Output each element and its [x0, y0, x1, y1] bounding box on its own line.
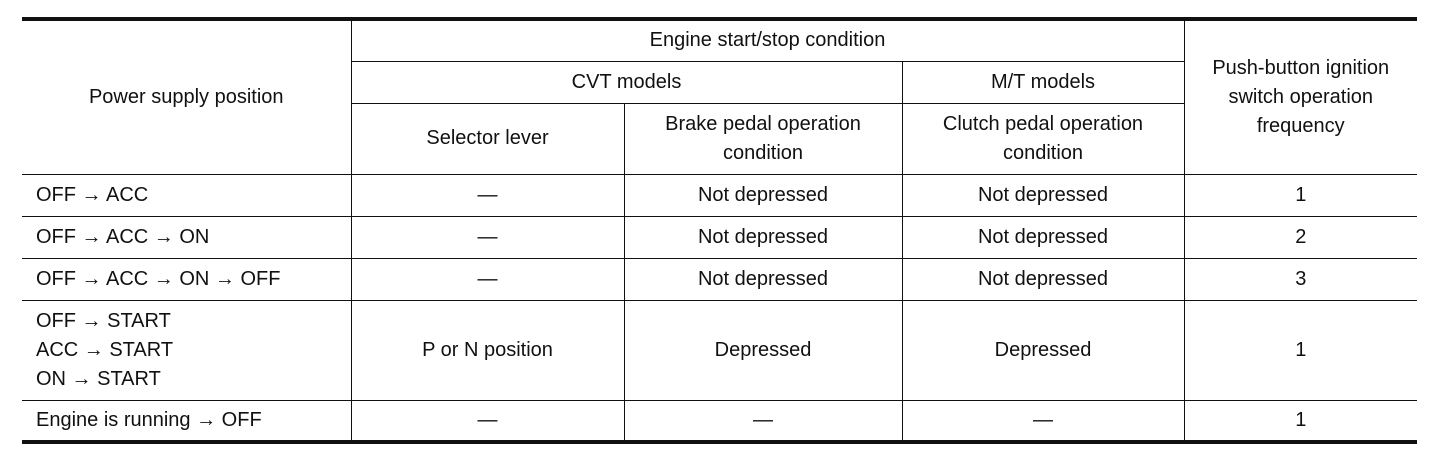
cell-clutch: Not depressed: [902, 258, 1184, 300]
table-row: [22, 216, 1417, 258]
header-frequency-line-2: switch operation: [1228, 85, 1374, 108]
position-line: ACC → START: [36, 338, 174, 361]
header-engine-start-stop-condition: Engine start/stop condition: [351, 19, 1184, 61]
header-mt-models: M/T models: [902, 61, 1184, 103]
cell-brake: Depressed: [624, 300, 902, 400]
cell-clutch: Depressed: [902, 300, 1184, 400]
table-row: [22, 258, 1417, 300]
position-line: Engine is running → OFF: [36, 408, 262, 431]
cell-position: [22, 174, 351, 216]
position-line: OFF → ACC: [36, 183, 149, 206]
header-selector-lever: Selector lever: [351, 103, 624, 174]
cell-frequency: 1: [1184, 400, 1417, 442]
header-frequency-line-3: frequency: [1256, 114, 1345, 137]
cell-position: [22, 300, 351, 400]
table-row: [22, 400, 1417, 442]
header-frequency-line-1: Push-button ignition: [1212, 56, 1390, 79]
header-cvt-models: CVT models: [351, 61, 902, 103]
cell-selector: P or N position: [351, 300, 624, 400]
cell-brake: Not depressed: [624, 258, 902, 300]
position-line: ON → START: [36, 367, 161, 390]
header-power-supply-position: Power supply position: [22, 19, 351, 174]
header-row-1: [22, 19, 1417, 61]
cell-position: [22, 258, 351, 300]
position-line: OFF → ACC → ON → OFF: [36, 267, 281, 290]
header-brake-pedal-condition: [624, 103, 902, 174]
cell-frequency: 1: [1184, 174, 1417, 216]
cell-selector: —: [351, 400, 624, 442]
header-clutch-line-1: Clutch pedal operation: [942, 112, 1144, 135]
position-line: OFF → ACC → ON: [36, 225, 210, 248]
cell-brake: —: [624, 400, 902, 442]
header-clutch-line-2: condition: [1002, 141, 1084, 164]
header-brake-line-1: Brake pedal operation: [665, 112, 861, 135]
cell-brake: Not depressed: [624, 216, 902, 258]
cell-clutch: Not depressed: [902, 216, 1184, 258]
cell-selector: —: [351, 216, 624, 258]
cell-selector: —: [351, 258, 624, 300]
cell-frequency: 1: [1184, 300, 1417, 400]
cell-clutch: Not depressed: [902, 174, 1184, 216]
table-row: [22, 174, 1417, 216]
cell-position: [22, 216, 351, 258]
cell-frequency: 3: [1184, 258, 1417, 300]
header-brake-line-2: condition: [722, 141, 804, 164]
header-operation-frequency: [1184, 19, 1417, 174]
cell-brake: Not depressed: [624, 174, 902, 216]
ignition-condition-table: [22, 17, 1417, 444]
cell-frequency: 2: [1184, 216, 1417, 258]
cell-selector: —: [351, 174, 624, 216]
cell-clutch: —: [902, 400, 1184, 442]
table-row: [22, 300, 1417, 400]
position-line: OFF → START: [36, 309, 171, 332]
cell-position: [22, 400, 351, 442]
header-clutch-pedal-condition: [902, 103, 1184, 174]
